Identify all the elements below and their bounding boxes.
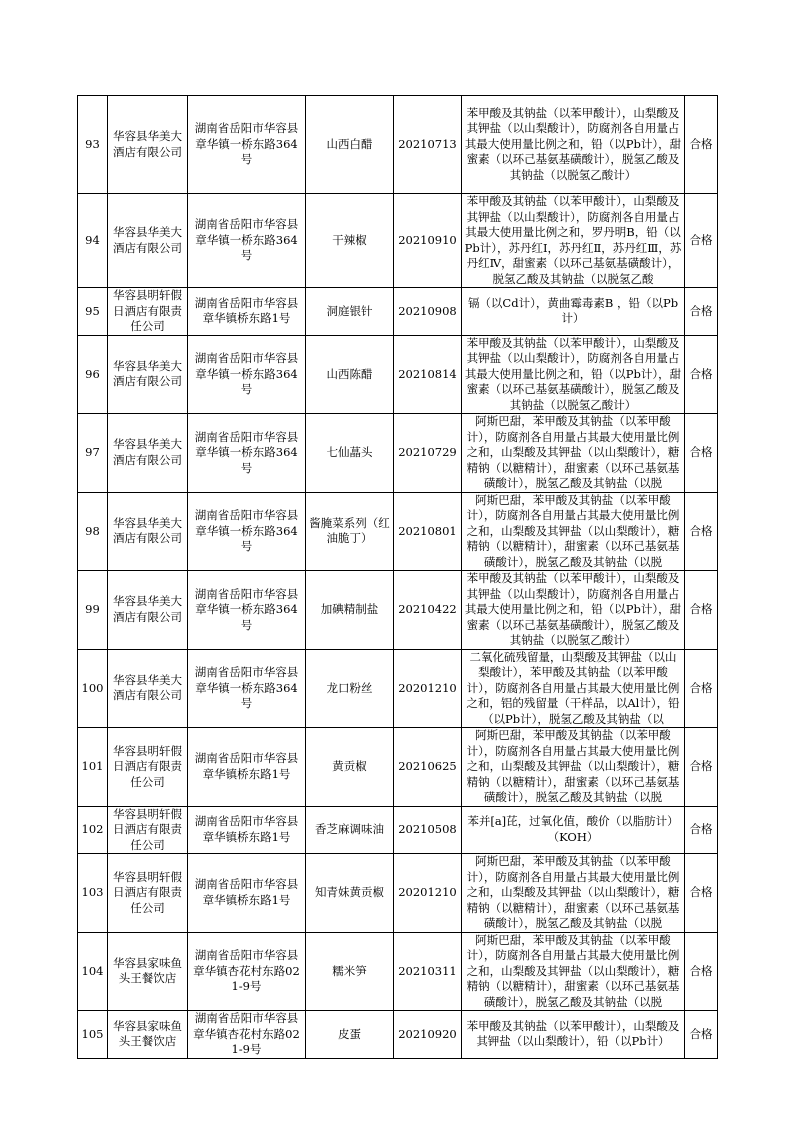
product-name: 山西陈醋 [306, 335, 394, 414]
test-items-text: 阿斯巴甜，苯甲酸及其钠盐（以苯甲酸计），防腐剂各自用量占其最大使用量比例之和，山梨酸及其钾盐（以山梨酸计），糖精钠（以糖精计），甜蜜素（以环己基氨基磺酸计），脱氢乙酸及其钠盐（以脱 [466, 492, 680, 569]
company-name: 华容县家味鱼头王餐饮店 [108, 1011, 188, 1059]
company-name: 华容县华美大酒店有限公司 [108, 414, 188, 493]
production-date: 20210422 [394, 571, 462, 650]
test-items-text: 苯甲酸及其钠盐（以苯甲酸计），山梨酸及其钾盐（以山梨酸计），防腐剂各自用量占其最大使用量比例之和，铅（以Pb计），甜蜜素（以环己基氨基磺酸计），脱氢乙酸及其钠盐（以脱氢乙酸计） [464, 335, 682, 412]
company-name: 华容县明轩假日酒店有限责任公司 [108, 728, 188, 807]
product-name: 香芝麻调味油 [306, 806, 394, 854]
product-name: 龙口粉丝 [306, 649, 394, 728]
company-address: 湖南省岳阳市华容县章华镇一桥东路364号 [188, 571, 306, 650]
row-number: 105 [78, 1011, 108, 1059]
table-body [78, 96, 718, 1059]
company-address: 湖南省岳阳市华容县章华镇一桥东路364号 [188, 649, 306, 728]
product-name: 七仙蕌头 [306, 414, 394, 493]
table-row [78, 194, 718, 288]
product-name: 知青妹黄贡椒 [306, 854, 394, 933]
company-name: 华容县华美大酒店有限公司 [108, 492, 188, 571]
company-address: 湖南省岳阳市华容县章华镇一桥东路364号 [188, 96, 306, 194]
company-address: 湖南省岳阳市华容县章华镇一桥东路364号 [188, 194, 306, 288]
company-address: 湖南省岳阳市华容县章华镇桥东路1号 [188, 728, 306, 807]
test-items [462, 728, 685, 807]
test-items-text: 二氧化硫残留量，山梨酸及其钾盐（以山梨酸计），苯甲酸及其钠盐（以苯甲酸计），防腐剂各自用量占其最大使用量比例之和，铝的残留量（干样品，以Al计），铅（以Pb计），脱氢乙酸及其钠盐（以 [466, 649, 680, 726]
result-status: 合格 [685, 649, 718, 728]
production-date: 20210801 [394, 492, 462, 571]
production-date: 20210910 [394, 194, 462, 288]
test-items [462, 854, 685, 933]
row-number: 101 [78, 728, 108, 807]
table-row [78, 1011, 718, 1059]
product-name: 洞庭银针 [306, 288, 394, 336]
result-status: 合格 [685, 806, 718, 854]
table-row [78, 806, 718, 854]
company-name: 华容县华美大酒店有限公司 [108, 649, 188, 728]
product-name: 加碘精制盐 [306, 571, 394, 650]
result-status: 合格 [685, 414, 718, 493]
test-items-text: 阿斯巴甜，苯甲酸及其钠盐（以苯甲酸计），防腐剂各自用量占其最大使用量比例之和，山梨酸及其钾盐（以山梨酸计），糖精钠（以糖精计），甜蜜素（以环己基氨基磺酸计），脱氢乙酸及其钠盐（以脱 [466, 932, 680, 1009]
result-status: 合格 [685, 728, 718, 807]
company-name: 华容县明轩假日酒店有限责任公司 [108, 806, 188, 854]
test-items-text: 苯并[a]芘，过氧化值，酸价（以脂肪计）（KOH） [467, 814, 679, 844]
row-number: 93 [78, 96, 108, 194]
product-name: 黄贡椒 [306, 728, 394, 807]
production-date: 20210908 [394, 288, 462, 336]
row-number: 100 [78, 649, 108, 728]
row-number: 98 [78, 492, 108, 571]
row-number: 94 [78, 194, 108, 288]
production-date: 20210814 [394, 335, 462, 414]
company-address: 湖南省岳阳市华容县章华镇一桥东路364号 [188, 492, 306, 571]
test-items-text: 阿斯巴甜，苯甲酸及其钠盐（以苯甲酸计），防腐剂各自用量占其最大使用量比例之和，山梨酸及其钾盐（以山梨酸计），糖精钠（以糖精计），甜蜜素（以环己基氨基磺酸计），脱氢乙酸及其钠盐（以脱 [466, 854, 680, 930]
test-items-text: 苯甲酸及其钠盐（以苯甲酸计），山梨酸及其钾盐（以山梨酸计），防腐剂各自用量占其最大使用量比例之和，铅（以Pb计），甜蜜素（以环己基氨基磺酸计），脱氢乙酸及其钠盐（以脱氢乙酸计） [464, 571, 682, 647]
result-status: 合格 [685, 96, 718, 194]
test-items [462, 649, 685, 728]
product-name: 糯米笋 [306, 932, 394, 1011]
test-items [462, 1011, 685, 1059]
product-name: 山西白醋 [306, 96, 394, 194]
result-status: 合格 [685, 932, 718, 1011]
row-number: 96 [78, 335, 108, 414]
table-row [78, 96, 718, 194]
test-items-text: 镉（以Cd计），黄曲霉毒素B ，铅（以Pb计） [467, 295, 679, 326]
company-address: 湖南省岳阳市华容县章华镇桥东路1号 [188, 806, 306, 854]
test-items [462, 288, 685, 336]
result-status: 合格 [685, 854, 718, 933]
production-date: 20210729 [394, 414, 462, 493]
result-status: 合格 [685, 335, 718, 414]
company-name: 华容县家味鱼头王餐饮店 [108, 932, 188, 1011]
test-items [462, 492, 685, 571]
company-name: 华容县明轩假日酒店有限责任公司 [108, 288, 188, 336]
company-address: 湖南省岳阳市华容县章华镇桥东路1号 [188, 854, 306, 933]
production-date: 20210713 [394, 96, 462, 194]
company-name: 华容县华美大酒店有限公司 [108, 571, 188, 650]
product-name: 皮蛋 [306, 1011, 394, 1059]
test-items [462, 335, 685, 414]
test-items-text: 阿斯巴甜，苯甲酸及其钠盐（以苯甲酸计），防腐剂各自用量占其最大使用量比例之和，山梨酸及其钾盐（以山梨酸计），糖精钠（以糖精计），甜蜜素（以环己基氨基磺酸计），脱氢乙酸及其钠盐（以脱 [466, 414, 680, 490]
table-row [78, 932, 718, 1011]
row-number: 102 [78, 806, 108, 854]
company-address: 湖南省岳阳市华容县章华镇桥东路1号 [188, 288, 306, 336]
test-items [462, 571, 685, 650]
test-items-text: 苯甲酸及其钠盐（以苯甲酸计），山梨酸及其钾盐（以山梨酸计），防腐剂各自用量占其最大使用量比例之和，罗丹明B，铅（以Pb计），苏丹红Ⅰ，苏丹红Ⅱ，苏丹红Ⅲ，苏丹红Ⅳ，甜蜜素（以环己基氨基磺酸计），脱氢乙酸及其钠盐（以脱氢乙酸 [464, 194, 682, 286]
table-row [78, 288, 718, 336]
table-row [78, 492, 718, 571]
company-address: 湖南省岳阳市华容县章华镇一桥东路364号 [188, 414, 306, 493]
result-status: 合格 [685, 288, 718, 336]
test-items-text: 阿斯巴甜，苯甲酸及其钠盐（以苯甲酸计），防腐剂各自用量占其最大使用量比例之和，山梨酸及其钾盐（以山梨酸计），糖精钠（以糖精计），甜蜜素（以环己基氨基磺酸计），脱氢乙酸及其钠盐（以脱 [466, 728, 680, 804]
table-row [78, 414, 718, 493]
company-name: 华容县华美大酒店有限公司 [108, 96, 188, 194]
row-number: 97 [78, 414, 108, 493]
test-items [462, 932, 685, 1011]
production-date: 20210508 [394, 806, 462, 854]
company-address: 湖南省岳阳市华容县章华镇杏花村东路021-9号 [188, 932, 306, 1011]
test-items [462, 414, 685, 493]
result-status: 合格 [685, 492, 718, 571]
production-date: 20201210 [394, 854, 462, 933]
table-row [78, 854, 718, 933]
test-items [462, 806, 685, 854]
company-name: 华容县明轩假日酒店有限责任公司 [108, 854, 188, 933]
table-row [78, 728, 718, 807]
product-name: 干辣椒 [306, 194, 394, 288]
production-date: 20210625 [394, 728, 462, 807]
row-number: 103 [78, 854, 108, 933]
production-date: 20201210 [394, 649, 462, 728]
inspection-results-table [77, 95, 718, 1059]
production-date: 20210920 [394, 1011, 462, 1059]
row-number: 99 [78, 571, 108, 650]
table-row [78, 649, 718, 728]
result-status: 合格 [685, 571, 718, 650]
product-name: 酱腌菜系列（红油脆丁） [306, 492, 394, 571]
table-row [78, 335, 718, 414]
row-number: 95 [78, 288, 108, 336]
company-address: 湖南省岳阳市华容县章华镇杏花村东路021-9号 [188, 1011, 306, 1059]
test-items [462, 96, 685, 194]
company-address: 湖南省岳阳市华容县章华镇一桥东路364号 [188, 335, 306, 414]
row-number: 104 [78, 932, 108, 1011]
test-items [462, 194, 685, 288]
company-name: 华容县华美大酒店有限公司 [108, 335, 188, 414]
result-status: 合格 [685, 1011, 718, 1059]
production-date: 20210311 [394, 932, 462, 1011]
test-items-text: 苯甲酸及其钠盐（以苯甲酸计），山梨酸及其钾盐（以山梨酸计），防腐剂各自用量占其最大使用量比例之和，铅（以Pb计），甜蜜素（以环己基氨基磺酸计），脱氢乙酸及其钠盐（以脱氢乙酸计） [464, 105, 682, 182]
company-name: 华容县华美大酒店有限公司 [108, 194, 188, 288]
table-row [78, 571, 718, 650]
result-status: 合格 [685, 194, 718, 288]
test-items-text: 苯甲酸及其钠盐（以苯甲酸计），山梨酸及其钾盐（以山梨酸计），铅（以Pb计） [466, 1018, 680, 1049]
